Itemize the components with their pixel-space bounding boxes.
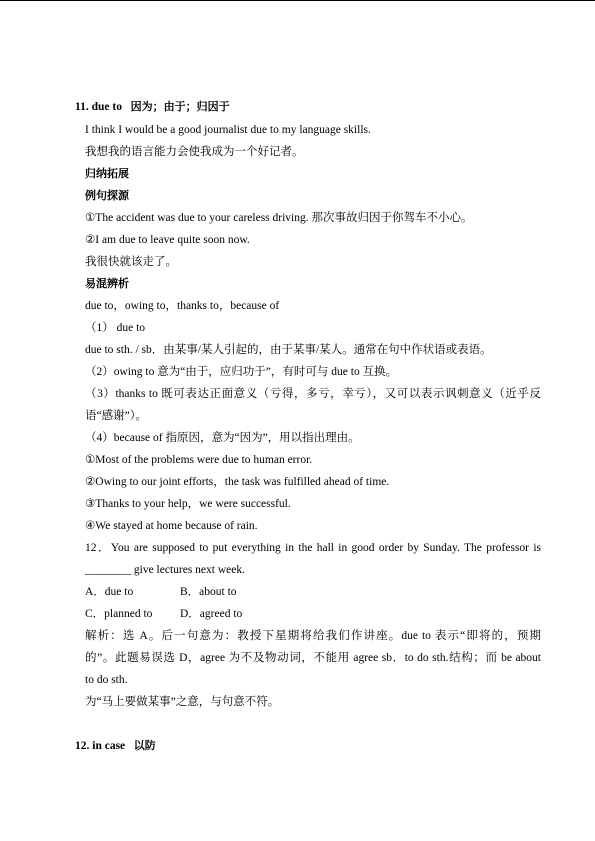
example-english: I think I would be a good journalist due to my language skills. xyxy=(85,124,371,136)
heading-confusion: 易混辨析 xyxy=(85,277,129,290)
question-12-stem-line-2: ________ give lectures next week. xyxy=(85,564,245,576)
analysis-line-4: 为“马上要做某事”之意，与句意不符。 xyxy=(85,696,280,708)
example-chinese: 我想我的语言能力会使我成为一个好记者。 xyxy=(85,146,304,158)
example-2: ②I am due to leave quite soon now. xyxy=(85,234,250,246)
point-3-line-1: （3）thanks to 既可表达正面意义（亏得，多亏，幸亏），又可以表示讽刺意义（近乎反 xyxy=(85,388,541,400)
confusion-words: due to，owing to，thanks to，because of xyxy=(85,300,280,312)
heading-summary: 归纳拓展 xyxy=(85,167,129,180)
point-4: （4）because of 指原因，意为“因为”，用以指出理由。 xyxy=(85,432,360,444)
example-1: ①The accident was due to your careless driving. 那次事故归因于你驾车不小心。 xyxy=(85,212,473,224)
point-3-line-2: 语“感谢”）。 xyxy=(85,410,147,422)
heading-examples: 例句探源 xyxy=(85,189,129,202)
sentence-3: ③Thanks to your help，we were successful. xyxy=(85,498,291,510)
option-b: B．about to xyxy=(180,586,237,598)
page-top-rule xyxy=(0,0,595,1)
point-2: （2）owing to 意为“由于，应归功于”，有时可与 due to 互换。 xyxy=(85,366,398,378)
point-1-description: due to sth. / sb．由某事/某人引起的，由于某事/某人。通常在句中作状语或表语。 xyxy=(85,344,492,356)
section-12-heading xyxy=(75,739,156,753)
sentence-1: ①Most of the problems were due to human error. xyxy=(85,454,313,466)
sentence-4: ④We stayed at home because of rain. xyxy=(85,520,258,532)
point-1: （1） due to xyxy=(85,322,146,334)
section-12-heading-meaning: 以防 xyxy=(133,739,156,752)
example-2-chinese: 我很快就该走了。 xyxy=(85,256,177,268)
option-a: A．due to xyxy=(85,586,134,598)
analysis-line-1: 解析：选 A。后一句意为：教授下星期将给我们作讲座。due to 表示“即将的，预期 xyxy=(85,630,541,642)
analysis-line-2: 的”。此题易误选 D，agree 为不及物动词，不能用 agree sb．to do sth.结构；而 be about xyxy=(85,652,541,664)
section-11-heading-term: 11. due to xyxy=(75,101,122,113)
question-12-stem-line-1: 12．You are supposed to put everything in the hall in good order by Sunday. The professor is xyxy=(85,542,541,554)
option-c: C．planned to xyxy=(85,608,153,620)
section-11-heading xyxy=(75,100,230,114)
analysis-line-3: to do sth. xyxy=(85,674,128,686)
section-11-heading-meaning: 因为；由于；归因于 xyxy=(130,100,230,113)
option-d: D．agreed to xyxy=(180,608,243,620)
section-12-heading-term: 12. in case xyxy=(75,740,126,752)
sentence-2: ②Owing to our joint efforts，the task was fulfilled ahead of time. xyxy=(85,476,390,488)
